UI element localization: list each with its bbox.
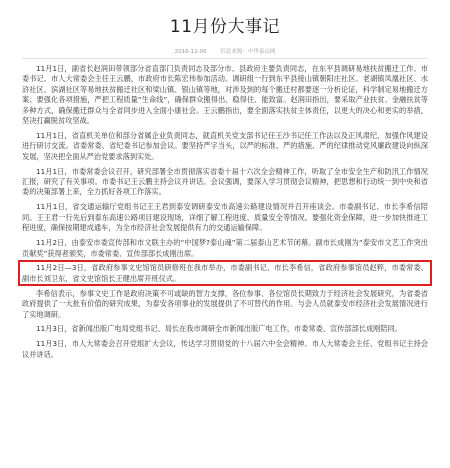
paragraph-3: 11月1日，市委常委会议召开，研究部署全市贯彻落实省委十届十六次全会精神工作，听取了全市安全生产和防汛工作情况汇报，研究了有关事项。市委书记王云鹏主持会议并讲话。会议强调，要深入学习贯彻会议精神，把思想和行动统一到中央和省委的决策部署上来，全力抓好各项工作落实。 — [22, 166, 428, 197]
paragraph-6-highlighted: 11月2日—3日，省政府参事文史馆馆员研修班在我市举办，市委副书记、市长李希信，省政府参事馆员赵粹，市委常委、副市长刘卫东，省文史馆馆长王健出席开班仪式。 — [22, 263, 428, 283]
article-title: 11月份大事记 — [169, 17, 281, 37]
paragraph-7: 李希信表示，参事文史工作是政府决策不可或缺的智力支撑，各位参事、各位馆员长期致力于经济社会发展研究，为省委省政府提供了一大批有价值的研究成果，为泰安各项事业的发展提供了不可替代的作用。与会人员就泰安市经济社会发展情况进行了实地调研。 — [22, 288, 428, 319]
paragraph-9: 11月3日，市人大常委会召开党组扩大会议，传达学习贯彻党的十八届六中全会精神。市人大常委会主任、党组书记主持会议并讲话。 — [22, 339, 428, 359]
paragraph-5: 11月2日，由泰安市委宣传部和市文联主办的“中国梦?泰山魂”第二届泰山艺术节闭幕。副市长成刚为“泰安市文艺工作突出贡献奖”获得者颁奖，市委常委、宣传部部长成刚出席。 — [22, 238, 428, 258]
paragraph-2: 11月1日，省直机关单位和部分省属企业负责同志，就直机关党支部书记任王沙书记任工作法以及正风肃纪，加强作风建设进行研讨交流。省委常委、省纪委书记参加会议。要坚持严字当头，以严的标准、严的措施、严的纪律推动党风廉政建设向纵深发展，坚决把全面从严治党要求落到实处。 — [22, 130, 428, 161]
article-body — [22, 64, 428, 365]
title-divider — [22, 58, 428, 59]
publish-date: 2016-12-06 — [174, 49, 207, 55]
article-meta — [0, 47, 450, 55]
article-source: 信息来源：中华泰山网 — [220, 49, 276, 55]
paragraph-8: 11月3日，省新闻出版广电局党组书记、局长在我市调研全市新闻出版广电工作，市委常委、宣传部部长成刚陪同。 — [36, 324, 402, 334]
paragraph-4: 11月1日，省交通运输厅党组书记王王君到泰安调研泰安市高速公路建设情况并召开座谈会。市委副书记、市长李希信陪同。王王君一行先后到泰东高速公路项目建设现场，详细了解工程进度、质量安全等情况。要强化资金保障，进一步加快推进工程进度，确保按期建成通车，为全市经济社会发展提供有力的交通运输保障。 — [22, 202, 428, 233]
paragraph-1: 11月1日，副省长赵润田带领部分省直部门负责同志及部分市、县政府主要负责同志，在东平县调研易地扶贫搬迁工作。市委书记、市人大常委会主任王云鹏，市政府市长陈宏伟参加活动。调研组一行到东平县接山镇朝阳庄社区、老湖镇凤凰社区、水浒社区、滨湖社区等易地扶贫搬迁社区和梁山镇、银山镇等地，对涉及到的每个搬迁村都要逐一分析论证，科学制定易地搬迁方案；要强化各项措施，严把工程质量“生命线”，确保群众搬得出、稳得住、能致富。赵润田指出，要采取产业扶贫、金融扶贫等多种方式，确保搬迁群众与全省同步进入全面小康社会。王云鹏指出，要全面落实扶贫主体责任，以更大的决心和更实的举措，坚决打赢脱贫攻坚战。 — [22, 64, 428, 126]
